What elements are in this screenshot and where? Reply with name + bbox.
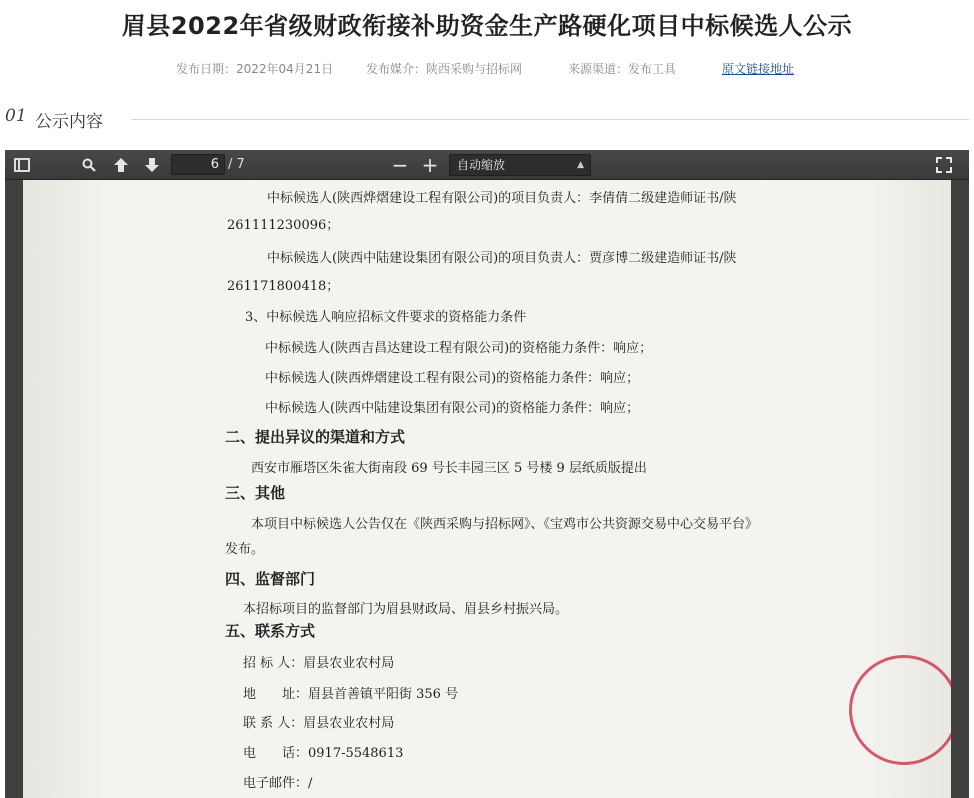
- arrow-down-icon[interactable]: [142, 150, 162, 183]
- doc-line: 联 系 人：眉县农业农村局: [243, 716, 395, 731]
- doc-heading: 五、联系方式: [225, 622, 316, 640]
- doc-heading: 二、提出异议的渠道和方式: [225, 428, 406, 446]
- scan-shadow-left: [23, 180, 113, 798]
- doc-heading: 三、其他: [225, 484, 286, 502]
- doc-line: 电 话：0917-5548613: [243, 746, 404, 761]
- doc-line: 261111230096；: [227, 218, 340, 233]
- zoom-out-button[interactable]: −: [391, 153, 409, 177]
- doc-line: 电子邮件：/: [243, 776, 313, 791]
- doc-line: 本项目中标候选人公告仅在《陕西采购与招标网》、《宝鸡市公共资源交易中心交易平台》: [251, 517, 759, 532]
- doc-line: 3、中标候选人响应招标文件要求的资格能力条件: [245, 310, 527, 325]
- article-meta: [0, 60, 974, 78]
- page-number-input[interactable]: 6: [171, 154, 225, 175]
- doc-heading: 四、监督部门: [225, 570, 316, 588]
- original-link[interactable]: 原文链接地址: [722, 62, 795, 76]
- source-channel: 来源渠道：发布工具: [568, 62, 677, 76]
- section-divider: [131, 119, 969, 120]
- section-label: 公示内容: [35, 112, 103, 132]
- doc-line: 西安市雁塔区朱雀大街南段 69 号长丰园三区 5 号楼 9 层纸质版提出: [251, 461, 647, 476]
- doc-line: 中标候选人(陕西烨熠建设工程有限公司)的资格能力条件：响应；: [265, 371, 640, 386]
- official-seal: [849, 655, 951, 765]
- publish-date: 发布日期：2022年04月21日: [176, 62, 334, 76]
- zoom-select[interactable]: [449, 154, 591, 176]
- chevron-updown-icon: ▲: [577, 160, 584, 170]
- page-title: 眉县2022年省级财政衔接补助资金生产路硬化项目中标候选人公示: [121, 12, 853, 40]
- section-number: 01: [5, 106, 27, 126]
- sidebar-toggle-icon[interactable]: [14, 158, 30, 172]
- doc-line: 中标候选人(陕西吉昌达建设工程有限公司)的资格能力条件：响应；: [265, 341, 653, 356]
- search-icon[interactable]: [80, 150, 98, 182]
- fullscreen-icon[interactable]: [934, 150, 954, 183]
- zoom-in-button[interactable]: +: [421, 153, 439, 177]
- doc-line: 中标候选人(陕西烨熠建设工程有限公司)的项目负责人：李倩倩二级建造师证书/陕: [267, 191, 737, 206]
- pdf-viewer: [5, 150, 969, 798]
- doc-line: 本招标项目的监督部门为眉县财政局、眉县乡村振兴局。: [243, 602, 569, 617]
- doc-line: 招 标 人：眉县农业农村局: [243, 656, 395, 671]
- pdf-toolbar: [5, 150, 969, 180]
- arrow-up-icon[interactable]: [111, 150, 131, 183]
- page-total: / 7: [228, 157, 245, 172]
- section-header: [5, 106, 969, 130]
- doc-line: 261171800418；: [227, 279, 340, 294]
- doc-line: 地 址：眉县首善镇平阳街 356 号: [243, 687, 459, 702]
- doc-line: 中标候选人(陕西中陆建设集团有限公司)的资格能力条件：响应；: [265, 401, 640, 416]
- publish-media: 发布媒介：陕西采购与招标网: [366, 62, 523, 76]
- doc-line: 中标候选人(陕西中陆建设集团有限公司)的项目负责人：贾彦博二级建造师证书/陕: [267, 251, 737, 266]
- doc-line: 发布。: [225, 542, 265, 557]
- zoom-select-value: 自动缩放: [457, 158, 506, 172]
- pdf-page: [23, 180, 951, 798]
